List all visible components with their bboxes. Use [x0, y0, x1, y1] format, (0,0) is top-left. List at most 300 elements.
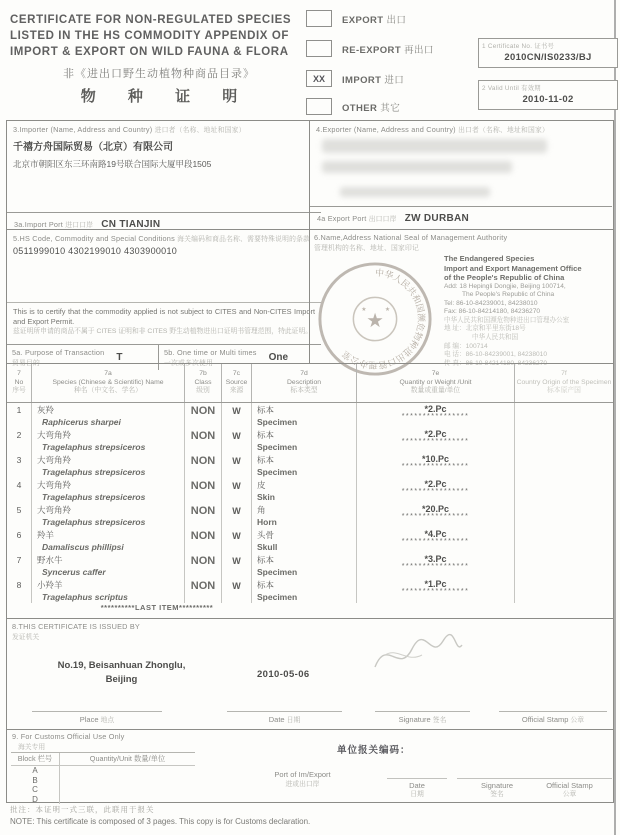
quantity-unit-label-en: Quantity/Unit — [89, 754, 132, 763]
row-species — [31, 478, 184, 503]
signature-label-cn: 签名 — [432, 717, 447, 724]
row-quantity — [356, 428, 514, 453]
customs-signature-label-cn: 签名 — [490, 791, 504, 798]
row-origin — [514, 503, 613, 528]
checkbox-row-import — [306, 70, 404, 87]
issued-place-line-2: Beijing — [105, 674, 138, 685]
authority-label — [314, 233, 608, 252]
footer-notes — [10, 804, 310, 826]
description-cn: 皮 — [257, 480, 266, 490]
row-quantity — [356, 478, 514, 503]
quantity-stars: **************** — [401, 413, 470, 420]
quantity-unit-label-cn: 数量/单位 — [134, 754, 166, 763]
block-label-en: Block — [17, 754, 36, 763]
row-source: W — [221, 478, 251, 503]
species-chinese: 大弯角羚 — [37, 505, 72, 515]
quantity-stars: **************** — [401, 438, 470, 445]
authority-address-2: The People's Republic of China — [462, 291, 555, 299]
place-label-cn: 地点 — [100, 717, 115, 724]
row-species — [31, 503, 184, 528]
description-cn: 标本 — [257, 455, 275, 465]
issued-by-label-cn: 发证机关 — [12, 634, 40, 641]
quantity-stars: **************** — [401, 488, 470, 495]
reexport-label-en: RE-EXPORT — [342, 44, 402, 56]
section-issued-by — [7, 618, 613, 730]
purpose-label-en: 5a. Purpose of Transaction — [12, 348, 105, 357]
valid-until-box — [478, 80, 618, 110]
export-port-label-cn: 出口口岸 — [368, 216, 397, 223]
header-species — [31, 364, 184, 402]
export-label — [342, 12, 406, 26]
row-species — [31, 403, 184, 428]
exporter-label — [316, 124, 606, 134]
reexport-checkbox — [306, 40, 332, 57]
row-species — [31, 428, 184, 453]
quantity-value: *3.Pc — [424, 554, 447, 564]
date-label-cn: 日期 — [286, 717, 301, 724]
checkbox-row-reexport — [306, 40, 434, 57]
footer-note-cn: 批注：本证明一式三联，此联用于报关 — [10, 805, 155, 814]
official-stamp-label-en: Official Stamp — [521, 715, 569, 724]
row-source: W — [221, 578, 251, 603]
export-label-cn: 出口 — [386, 14, 407, 26]
quantity-stars: **************** — [401, 513, 470, 520]
table-header — [7, 364, 613, 403]
hs-code-label — [13, 233, 315, 243]
row-description — [251, 453, 356, 478]
row-class: NON — [184, 478, 221, 503]
quantity-value: *2.Pc — [424, 429, 447, 439]
authority-cn-zip: 邮 编：100714 — [444, 342, 488, 350]
customs-block-row — [11, 785, 195, 795]
customs-label: 9. For Customs Official Use Only — [12, 732, 125, 741]
title-line-1: CERTIFICATE FOR NON-REGULATED SPECIES — [10, 14, 292, 26]
other-label — [342, 100, 400, 114]
official-stamp-label — [499, 711, 607, 724]
header-no-cn: 序号 — [12, 387, 26, 395]
certify-statement-en: This is to certify that the commodity applied is not subject to CITES and Non-CITES Import and Export Permit. — [13, 307, 315, 326]
row-description — [251, 503, 356, 528]
header-description-code: 7d — [300, 370, 308, 378]
issued-by-label: 8.THIS CERTIFICATE IS ISSUED BY — [12, 622, 140, 631]
block-label-cn: 栏号 — [37, 754, 53, 763]
row-description — [251, 578, 356, 603]
svg-text:★: ★ — [361, 307, 367, 314]
block-quantity-cell — [59, 776, 195, 786]
species-scientific: Tragelaphus scriptus — [42, 592, 128, 602]
other-label-cn: 其它 — [380, 102, 401, 114]
import-port-label-cn: 进口口岸 — [65, 222, 94, 229]
quantity-value: *2.Pc — [424, 479, 447, 489]
block-letter: D — [32, 794, 38, 804]
import-label-cn: 进口 — [384, 74, 405, 86]
hs-codes-value: 0511999010 4302199010 4303900010 — [13, 246, 178, 256]
scan-edge-line — [614, 0, 616, 835]
description-cn: 角 — [257, 505, 266, 515]
signature-label-en: Signature — [398, 715, 431, 724]
checkbox-row-other — [306, 98, 400, 115]
customs-date-label — [387, 778, 447, 799]
row-quantity — [356, 403, 514, 428]
exporter-box — [309, 121, 612, 229]
species-chinese: 大弯角羚 — [37, 455, 72, 465]
hs-code-label-en: 5.HS Code, Commodity and Special Conditions — [13, 234, 175, 243]
row-class: NON — [184, 503, 221, 528]
reexport-label-cn: 再出口 — [404, 44, 434, 56]
row-origin — [514, 528, 613, 553]
importer-label — [13, 124, 315, 134]
customs-label-cn: 海关专用 — [18, 744, 46, 751]
issued-place — [29, 659, 214, 687]
customs-port-label-en: Port of Im/Export — [274, 770, 331, 779]
row-species — [31, 553, 184, 578]
customs-block-row — [11, 776, 195, 786]
row-description — [251, 403, 356, 428]
seal-ring-text: 中华人民共和国濒危物种进出口管理办公室 — [340, 267, 427, 371]
species-chinese: 羚羊 — [37, 530, 55, 540]
redacted-exporter-detail — [340, 187, 490, 197]
header-quantity-code: 7e — [431, 370, 440, 378]
header-class — [184, 364, 221, 402]
authority-cn-fax: 传 真：86-10-84214180, 84236270 — [444, 359, 548, 367]
row-no: 2 — [16, 430, 22, 440]
authority-cn-name: 中华人民共和国濒危物种进出口管理办公室 — [444, 316, 570, 324]
title-line-2: LISTED IN THE HS COMMODITY APPENDIX OF — [10, 30, 290, 42]
purpose-value: T — [116, 352, 123, 363]
authority-name-3: of the People's Republic of China — [444, 273, 565, 282]
species-scientific: Tragelaphus strepsiceros — [42, 517, 146, 527]
row-no: 3 — [16, 455, 22, 465]
importer-label-cn: 进口者（名称、地址和国家） — [154, 127, 246, 134]
header-quantity-en: Quantity or Weight /Unit — [399, 378, 472, 386]
row-origin — [514, 428, 613, 453]
row-description — [251, 478, 356, 503]
row-source: W — [221, 453, 251, 478]
certificate-no-label — [479, 39, 617, 50]
hs-code-box — [7, 230, 321, 370]
header-no-code: 7 — [17, 370, 21, 378]
times-label-cn: 一次或多次使用 — [164, 360, 213, 367]
form-body — [6, 120, 614, 803]
import-checkbox: XX — [306, 70, 332, 87]
description-en: Specimen — [257, 417, 298, 427]
row-source: W — [221, 528, 251, 553]
authority-name-1: The Endangered Species — [444, 254, 535, 263]
customs-date-label-en: Date — [409, 781, 425, 790]
row-origin — [514, 478, 613, 503]
authority-name-2: Import and Export Management Office — [444, 263, 582, 273]
signature-scribble-icon — [367, 625, 467, 685]
row-quantity — [356, 578, 514, 603]
quantity-stars: **************** — [401, 588, 470, 595]
import-port-label-en: 3a.Import Port — [14, 220, 64, 229]
header-origin-en: Country Origin of the Specimen — [516, 378, 612, 386]
description-en: Horn — [257, 517, 277, 527]
subtitle-chinese: 非《进出口野生动植物种商品目录》 — [63, 68, 255, 80]
description-en: Specimen — [257, 592, 298, 602]
species-chinese: 小羚羊 — [37, 580, 63, 590]
hs-code-label-cn: 海关编码和商品名称、需要特殊说明的条款 — [177, 236, 311, 243]
header-no-en: No — [14, 378, 24, 386]
species-chinese: 大弯角羚 — [37, 430, 72, 440]
description-en: Specimen — [257, 467, 298, 477]
row-species — [31, 453, 184, 478]
importer-label-en: 3.Importer (Name, Address and Country) — [13, 125, 153, 134]
authority-cn-address-1: 地 址：北京和平里东街18号 — [444, 325, 526, 333]
authority-label-en: 6.Name,Address National Seal of Management Authority — [314, 233, 508, 242]
issued-place-line-1: No.19, Beisanhuan Zhonglu, — [57, 660, 186, 671]
species-scientific: Syncerus caffer — [42, 567, 106, 577]
row-origin — [514, 553, 613, 578]
species-chinese: 灰羚 — [37, 405, 55, 415]
exporter-label-en: 4.Exporter (Name, Address and Country) — [316, 125, 456, 134]
quantity-unit-column-label — [59, 753, 195, 765]
quantity-value: *4.Pc — [424, 529, 447, 539]
header-description-en: Description — [287, 378, 321, 386]
description-cn: 标本 — [257, 405, 275, 415]
header-source-cn: 来源 — [229, 387, 244, 395]
footer-note-en: NOTE: This certificate is composed of 3 pages. This copy is for Customs declaration. — [10, 817, 311, 826]
header-origin-cn: 标本原产国 — [547, 387, 581, 395]
header-origin-code: 7f — [561, 370, 567, 378]
authority-box — [309, 230, 612, 371]
species-table — [7, 363, 613, 619]
certify-statement-cn: 兹证明所申请的商品不属于 CITES 证明和非 CITES 野生动植物进出口证明书管理范围，特此证明。 — [13, 328, 313, 335]
quantity-value: *20.Pc — [421, 504, 450, 514]
description-en: Specimen — [257, 567, 298, 577]
row-source: W — [221, 553, 251, 578]
block-letter: A — [32, 766, 38, 775]
export-port-label — [317, 213, 397, 223]
form-title — [10, 12, 308, 106]
import-port-label — [14, 219, 93, 229]
row-no: 1 — [16, 405, 22, 415]
valid-until-label-cn: 有效期 — [521, 85, 541, 92]
date-label — [227, 711, 342, 724]
customs-signature-label-en: Signature — [480, 781, 514, 790]
row-origin — [514, 578, 613, 603]
svg-text:★: ★ — [384, 307, 391, 314]
import-port-value: CN TIANJIN — [101, 218, 161, 230]
redacted-exporter-address — [322, 161, 512, 173]
description-en: Specimen — [257, 442, 298, 452]
authority-fax: Fax: 86-10-84214180, 84236270 — [444, 308, 541, 316]
import-label-en: IMPORT — [342, 74, 382, 86]
import-label — [342, 72, 404, 86]
header-source-en: Source — [225, 378, 248, 386]
authority-address-1: Add: 18 Hepingli Dongjie, Beijing 100714, — [444, 282, 566, 290]
valid-until-label-en: 2 Valid Until — [482, 85, 520, 92]
block-letter: C — [32, 785, 38, 794]
description-cn: 标本 — [257, 430, 275, 440]
row-description — [251, 428, 356, 453]
header-species-code: 7a — [104, 370, 112, 378]
other-checkbox — [306, 98, 332, 115]
species-chinese: 大弯角羚 — [37, 480, 72, 490]
section-hs-authority — [7, 229, 613, 371]
description-cn: 头骨 — [257, 530, 275, 540]
customs-port-label — [245, 770, 360, 789]
row-source: W — [221, 503, 251, 528]
row-description — [251, 553, 356, 578]
customs-stamp-label-cn: 公章 — [562, 791, 577, 798]
quantity-value: *1.Pc — [424, 579, 447, 589]
export-port-label-en: 4a Export Port — [317, 214, 367, 223]
row-no: 4 — [16, 480, 22, 490]
export-port-row — [310, 206, 612, 229]
block-quantity-cell — [59, 766, 195, 776]
redacted-exporter-name — [322, 139, 547, 153]
certificate-no-label-en: 1 Certificate No. — [482, 43, 533, 50]
header-species-cn: 种名（中文名、学名） — [74, 387, 142, 395]
header-description-cn: 标本类型 — [290, 387, 318, 395]
row-quantity — [356, 528, 514, 553]
row-no: 6 — [16, 530, 22, 540]
header-source-code: 7c — [232, 370, 241, 378]
customs-stamp-label — [527, 778, 612, 799]
reexport-label — [342, 42, 434, 56]
block-letter: B — [32, 775, 38, 785]
certificate-no-label-cn: 证书号 — [534, 43, 555, 50]
customs-block-table — [11, 752, 195, 804]
description-en: Skull — [257, 542, 278, 552]
last-item-marker: **********LAST ITEM********** — [100, 603, 214, 612]
row-class: NON — [184, 528, 221, 553]
row-origin — [514, 403, 613, 428]
row-description — [251, 528, 356, 553]
quantity-stars: **************** — [401, 463, 470, 470]
quantity-value: *2.Pc — [424, 404, 447, 414]
header-species-en: Species (Chinese & Scientific) Name — [52, 378, 164, 386]
row-class: NON — [184, 403, 221, 428]
customs-stamp-label-en: Official Stamp — [546, 781, 593, 790]
block-column-label — [11, 753, 59, 765]
species-scientific: Damaliscus phillipsi — [42, 542, 124, 552]
signature-label — [375, 711, 470, 724]
certify-statement — [7, 302, 321, 340]
times-label-en: 5b. One time or Multi times — [164, 348, 257, 357]
document-name-chinese: 物 种 证 明 — [80, 88, 252, 105]
valid-until-label — [479, 81, 617, 92]
header-description — [251, 364, 356, 402]
customs-date-label-cn: 日期 — [410, 791, 424, 798]
exporter-label-cn: 出口者（名称、地址和国家） — [458, 127, 550, 134]
row-quantity — [356, 453, 514, 478]
row-class: NON — [184, 428, 221, 453]
customs-block-row — [11, 795, 195, 805]
header-origin — [514, 364, 613, 402]
description-en: Skin — [257, 492, 275, 502]
export-checkbox — [306, 10, 332, 27]
row-class: NON — [184, 453, 221, 478]
header-no — [7, 364, 31, 402]
certificate-number-box — [478, 38, 618, 68]
row-no: 7 — [16, 555, 22, 565]
row-no: 5 — [16, 505, 22, 515]
row-class: NON — [184, 578, 221, 603]
table-row — [7, 403, 613, 428]
importer-address: 北京市朝阳区东三环南路19号联合国际大厦甲段1505 — [13, 159, 212, 169]
svg-text:★: ★ — [366, 309, 384, 332]
quantity-value: *10.Pc — [421, 454, 450, 464]
times-value: One — [268, 352, 289, 363]
table-row — [7, 578, 613, 603]
row-no: 8 — [16, 580, 22, 590]
export-port-value: ZW DURBAN — [404, 212, 470, 224]
row-class: NON — [184, 553, 221, 578]
section-customs — [7, 729, 613, 803]
place-label-en: Place — [79, 715, 99, 724]
table-body — [7, 403, 613, 612]
importer-box — [7, 121, 321, 235]
section-importer-exporter — [7, 121, 613, 229]
block-quantity-cell — [59, 785, 195, 795]
species-chinese: 野水牛 — [37, 555, 63, 565]
customs-code-label: 单位报关编码： — [337, 745, 411, 756]
customs-block-row — [11, 766, 195, 776]
header-class-en: Class — [194, 378, 212, 386]
block-quantity-cell — [59, 795, 195, 805]
quantity-stars: **************** — [401, 538, 470, 545]
species-scientific: Tragelaphus strepsiceros — [42, 442, 146, 452]
valid-until-date: 2010-11-02 — [522, 94, 574, 105]
seal-icon — [316, 260, 434, 378]
issued-date: 2010-05-06 — [257, 669, 310, 680]
official-stamp-label-cn: 公章 — [570, 717, 585, 724]
header-quantity — [356, 364, 514, 402]
header-class-cn: 级别 — [196, 387, 210, 395]
other-label-en: OTHER — [342, 102, 378, 114]
date-label-en: Date — [268, 715, 285, 724]
importer-name: 千禧方舟国际贸易（北京）有限公司 — [13, 142, 173, 153]
customs-table-header — [11, 753, 195, 766]
customs-port-label-cn: 进或出口岸 — [285, 781, 320, 788]
authority-cn-tel: 电 话：86-10-84239001, 84238010 — [444, 351, 548, 359]
description-cn: 标本 — [257, 555, 275, 565]
row-species — [31, 578, 184, 603]
header-source — [221, 364, 251, 402]
certificate-number: 2010CN/IS0233/BJ — [504, 52, 592, 63]
checkbox-row-export — [306, 10, 406, 27]
row-species — [31, 528, 184, 553]
header-class-code: 7b — [199, 370, 207, 378]
title-line-3: IMPORT & EXPORT ON WILD FAUNA & FLORA — [10, 46, 289, 58]
row-quantity — [356, 553, 514, 578]
table-row — [7, 503, 613, 528]
customs-signature-label — [457, 778, 537, 799]
authority-tel: Tel: 86-10-84239001, 84238010 — [444, 299, 538, 307]
header-quantity-cn: 数量或重量/单位 — [410, 387, 461, 395]
table-row — [7, 553, 613, 578]
export-label-en: EXPORT — [342, 14, 384, 26]
place-label — [32, 711, 162, 724]
quantity-stars: **************** — [401, 563, 470, 570]
table-row — [7, 428, 613, 453]
table-row — [7, 453, 613, 478]
row-origin — [514, 453, 613, 478]
species-scientific: Tragelaphus strepsiceros — [42, 492, 146, 502]
row-source: W — [221, 403, 251, 428]
species-scientific: Tragelaphus strepsiceros — [42, 467, 146, 477]
species-scientific: Raphicerus sharpei — [42, 417, 121, 427]
table-row — [7, 478, 613, 503]
authority-cn-address-2: 中华人民共和国 — [472, 334, 519, 342]
row-source: W — [221, 428, 251, 453]
description-cn: 标本 — [257, 580, 275, 590]
purpose-label-cn: 贸易目的 — [12, 360, 40, 367]
table-row — [7, 528, 613, 553]
authority-label-cn: 管理机构的名称、地址、国家印记 — [314, 245, 419, 252]
